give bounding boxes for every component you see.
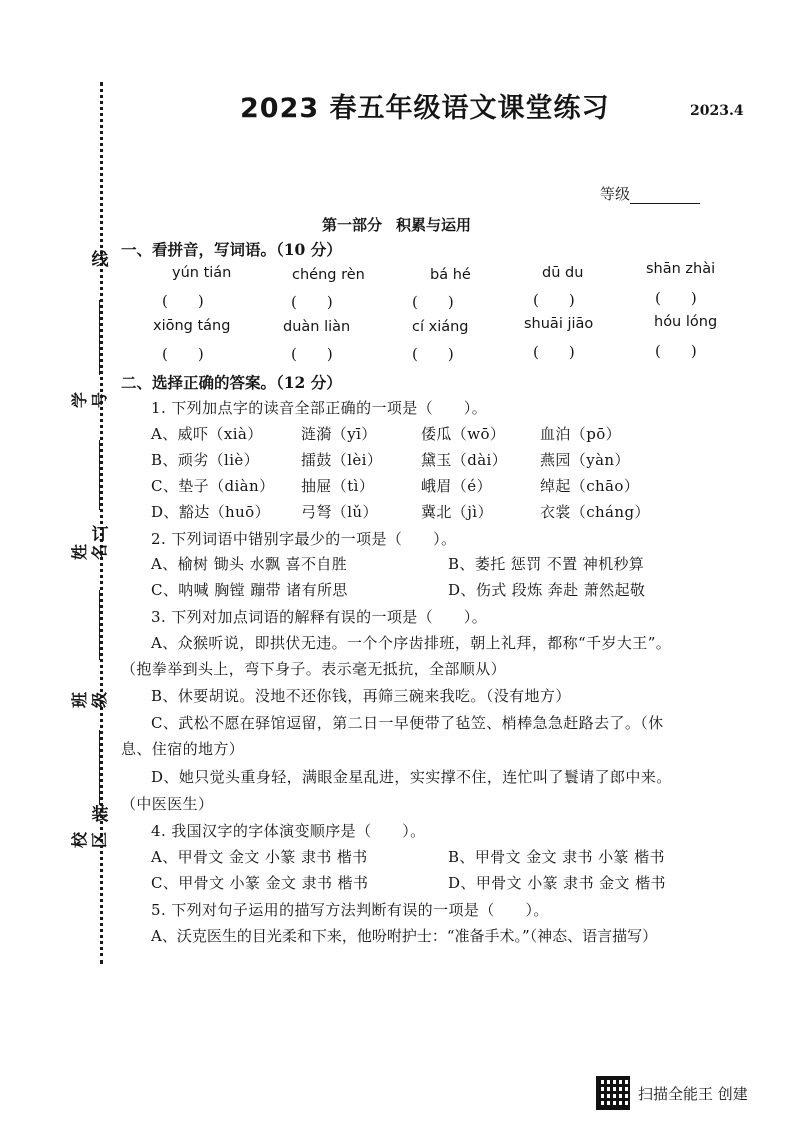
student-id-line: [99, 300, 100, 375]
answer-blank[interactable]: ( ): [655, 342, 697, 360]
answer-blank[interactable]: ( ): [291, 293, 333, 311]
part-subtitle: 积累与运用: [396, 216, 472, 234]
binding-word-ding: 订: [91, 525, 109, 545]
q2-stem: 2. 下列词语中错别字最少的一项是（ ）。: [151, 530, 457, 548]
pinyin-item: yún tián: [172, 265, 232, 281]
q1-option-a-word: 涟漪（yī）: [301, 425, 377, 443]
pinyin-item: shān zhài: [646, 261, 716, 277]
class-line: [99, 590, 100, 660]
pinyin-item: bá hé: [430, 267, 471, 283]
q1-option-c-word: 抽屉（tì）: [301, 477, 375, 495]
answer-blank[interactable]: ( ): [412, 345, 454, 363]
q1-option-b[interactable]: B、顽劣（liè）: [151, 451, 260, 469]
grade-field[interactable]: [600, 183, 700, 204]
q1-option-d-word: 衣裳（cháng）: [540, 503, 650, 521]
grade-label: 等级: [600, 185, 631, 203]
q2-option-c[interactable]: C、呐喊 胸镗 蹦带 诸有所思: [151, 581, 348, 599]
q1-option-a[interactable]: A、威吓（xià）: [151, 425, 263, 443]
scanner-brand-text: 扫描全能王 创建: [638, 1085, 748, 1103]
answer-blank[interactable]: ( ): [533, 291, 575, 309]
q3-option-d-cont: （中医医生）: [121, 795, 214, 813]
answer-blank[interactable]: ( ): [412, 293, 454, 311]
q1-option-b-word: 黛玉（dài）: [421, 451, 508, 469]
q1-option-d-word: 冀北（jì）: [421, 503, 493, 521]
q1-option-d-word: 弓弩（lǔ）: [301, 503, 378, 521]
q1-option-c-word: 绰起（chāo）: [540, 477, 640, 495]
q1-option-a-word: 血泊（pō）: [540, 425, 622, 443]
grade-blank[interactable]: [630, 187, 700, 204]
exam-title: 2023 春五年级语文课堂练习: [240, 93, 610, 124]
q4-option-c[interactable]: C、甲骨文 小篆 金文 隶书 楷书: [151, 874, 369, 892]
q4-option-a[interactable]: A、甲骨文 金文 小篆 隶书 楷书: [151, 848, 368, 866]
q4-option-b[interactable]: B、甲骨文 金文 隶书 小篆 楷书: [448, 848, 665, 866]
q2-option-d[interactable]: D、伤式 段炼 奔赴 萧然起敬: [448, 581, 646, 599]
pinyin-item: xiōng táng: [153, 318, 231, 334]
binding-word-zhuang: 装: [91, 805, 109, 825]
q1-stem: 1. 下列加点字的读音全部正确的一项是（ ）。: [151, 399, 488, 417]
q3-option-b[interactable]: B、休要胡说。没地不还你钱，再筛三碗来我吃。（没有地方）: [151, 687, 571, 705]
q2-option-a[interactable]: A、榆树 锄头 水飘 喜不自胜: [151, 555, 348, 573]
q3-option-a-cont: （抱拳举到头上，弯下身子。表示毫无抵抗，全部顺从）: [121, 660, 507, 678]
q1-option-c-word: 峨眉（é）: [421, 477, 492, 495]
pinyin-item: cí xiáng: [412, 319, 469, 335]
q3-option-c[interactable]: C、武松不愿在驿馆逗留，第二日一早便带了毡笠、梢棒急急赶路去了。（休: [151, 714, 664, 732]
campus-line: [99, 730, 100, 805]
class-text: 班级: [70, 692, 109, 709]
q3-option-c-cont: 息、住宿的地方）: [121, 740, 245, 758]
campus-text: 校区: [70, 832, 109, 849]
pinyin-item: dū du: [542, 265, 584, 281]
binding-word-xian: 线: [91, 250, 109, 270]
student-id-text: 学号: [70, 392, 109, 409]
q1-option-a-word: 倭瓜（wō）: [421, 425, 506, 443]
q5-option-a[interactable]: A、沃克医生的目光柔和下来，他吩咐护士：“准备手术。”（神态、语言描写）: [151, 927, 658, 945]
name-line: [99, 440, 100, 510]
q3-stem: 3. 下列对加点词语的解释有误的一项是（ ）。: [151, 608, 488, 626]
answer-blank[interactable]: ( ): [533, 343, 575, 361]
section2-heading: 二、选择正确的答案。（12 分）: [121, 373, 342, 392]
exam-date: 2023.4: [690, 103, 744, 119]
qr-code-icon: [596, 1076, 630, 1110]
q4-stem: 4. 我国汉字的字体演变顺序是（ ）。: [151, 822, 426, 840]
q1-option-d[interactable]: D、豁达（huō）: [151, 503, 270, 521]
pinyin-item: chéng rèn: [292, 267, 365, 283]
q5-stem: 5. 下列对句子运用的描写方法判断有误的一项是（ ）。: [151, 901, 549, 919]
pinyin-item: hóu lóng: [654, 314, 718, 330]
q4-option-d[interactable]: D、甲骨文 小篆 隶书 金文 楷书: [448, 874, 666, 892]
q1-option-c[interactable]: C、垫子（diàn）: [151, 477, 275, 495]
part-title: 第一部分: [322, 216, 383, 234]
q3-option-a[interactable]: A、众猴听说，即拱伏无违。一个个序齿排班，朝上礼拜，都称“千岁大王”。: [151, 634, 672, 652]
q2-option-b[interactable]: B、萎托 惩罚 不置 神机秒算: [448, 555, 645, 573]
answer-blank[interactable]: ( ): [291, 345, 333, 363]
pinyin-item: duàn liàn: [283, 319, 351, 335]
answer-blank[interactable]: ( ): [655, 289, 697, 307]
answer-blank[interactable]: ( ): [162, 292, 204, 310]
q1-option-b-word: 擂鼓（lèi）: [301, 451, 383, 469]
pinyin-item: shuāi jiāo: [524, 316, 594, 332]
name-text: 姓名: [70, 544, 109, 561]
q1-option-b-word: 燕园（yàn）: [540, 451, 630, 469]
answer-blank[interactable]: ( ): [162, 345, 204, 363]
section1-heading: 一、看拼音，写词语。（10 分）: [121, 240, 342, 259]
q3-option-d[interactable]: D、她只觉头重身轻，满眼金星乱进，实实撑不住，连忙叫了鬟请了郎中来。: [151, 768, 672, 786]
part-heading: [322, 214, 471, 235]
